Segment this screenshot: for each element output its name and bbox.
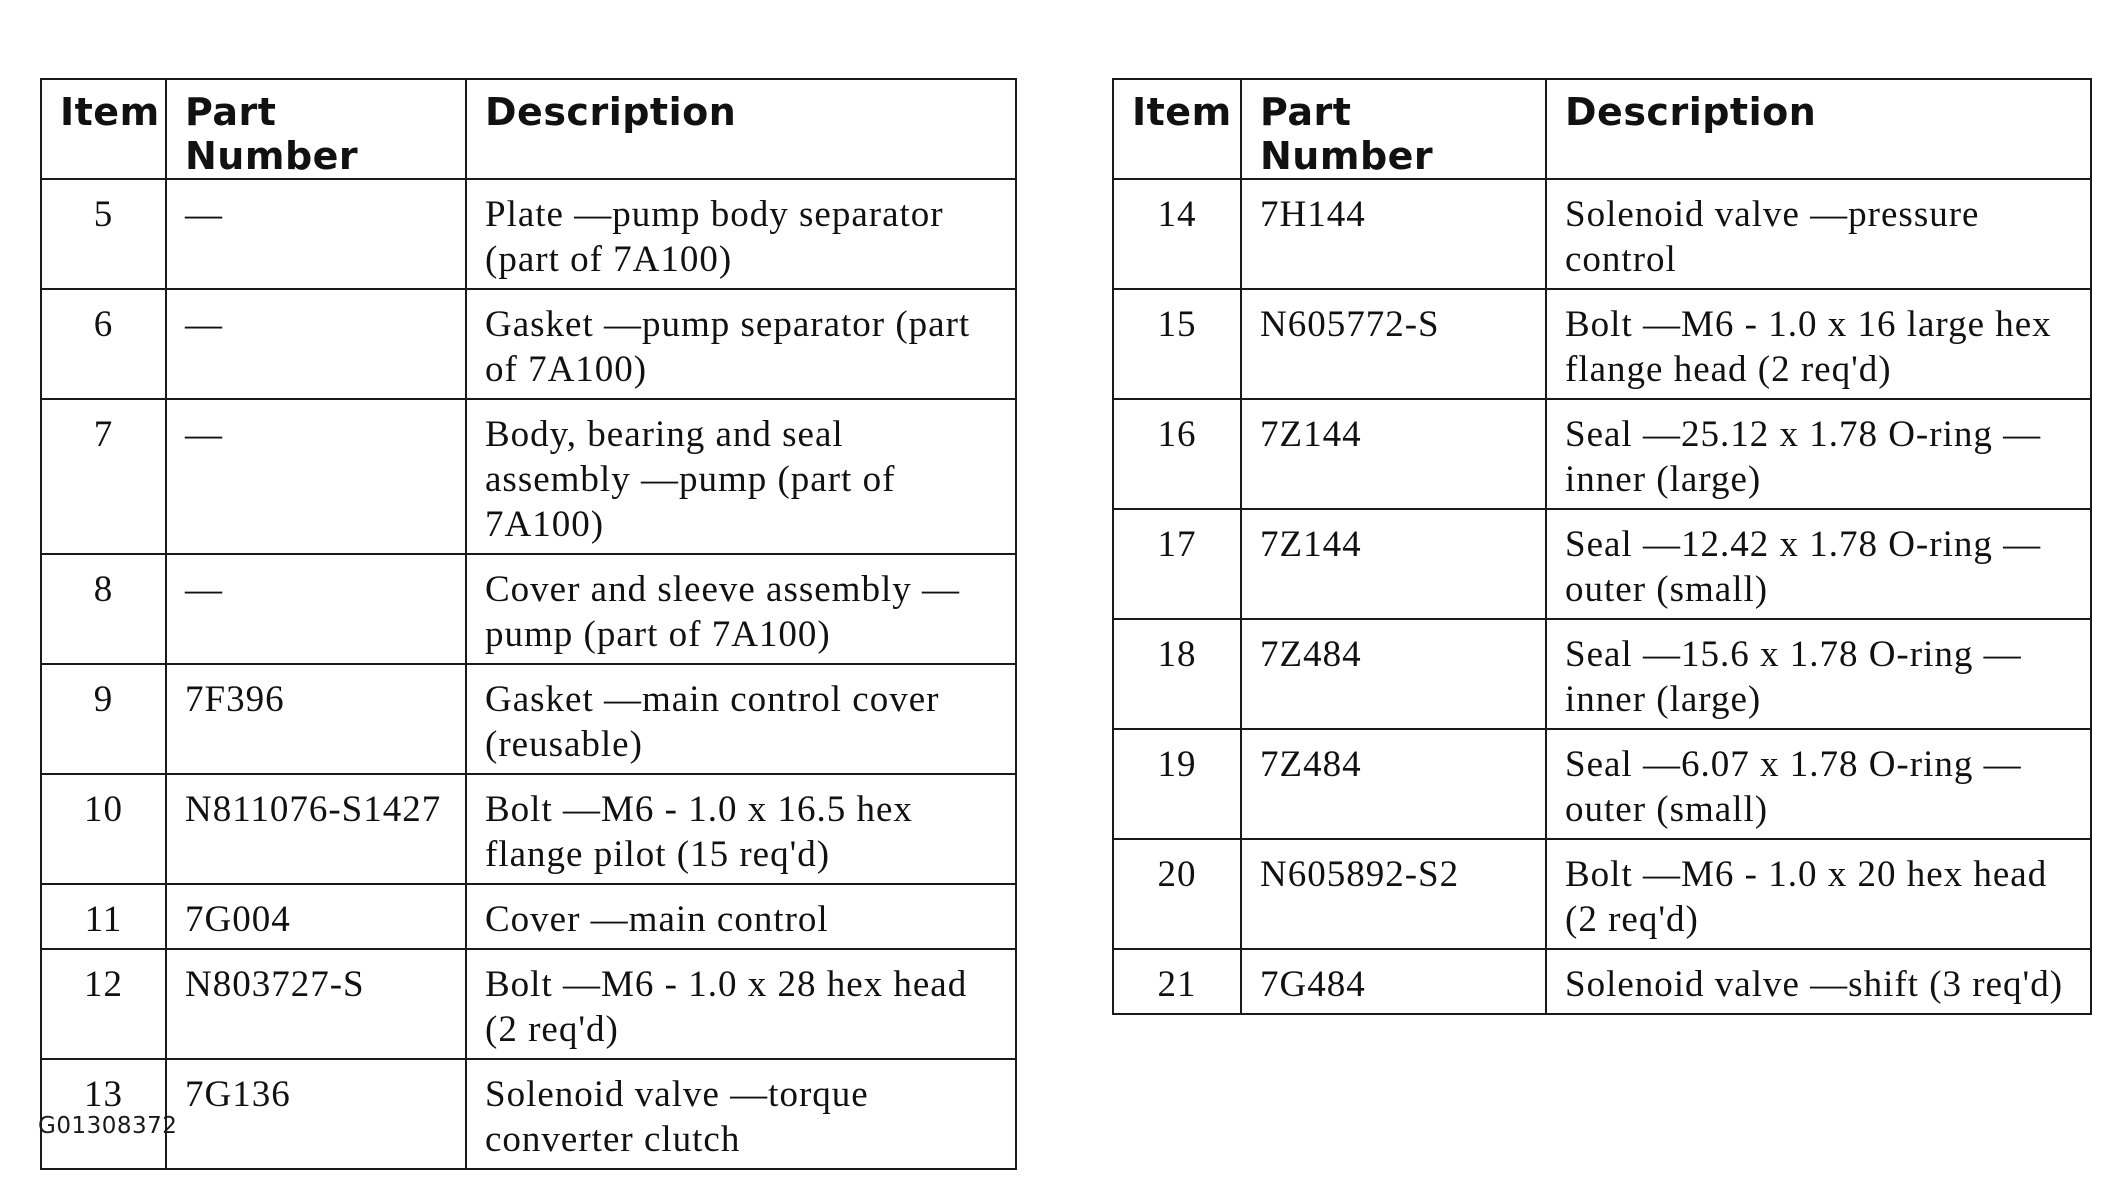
item-number: 14: [1113, 179, 1241, 289]
description: Cover —main control: [466, 884, 1016, 949]
description: Solenoid valve —pressure control: [1546, 179, 2091, 289]
part-number: N605892-S2: [1241, 839, 1546, 949]
table-row: [41, 884, 1016, 949]
table-row: [1113, 509, 2091, 619]
table-row: [41, 399, 1016, 554]
part-number: —: [166, 289, 466, 399]
part-number: 7Z144: [1241, 399, 1546, 509]
part-number: 7Z484: [1241, 729, 1546, 839]
header-part-number: Part Number: [1241, 79, 1546, 179]
description: Cover and sleeve assembly —pump (part of 7A100): [466, 554, 1016, 664]
description: Bolt —M6 - 1.0 x 16 large hex flange head (2 req'd): [1546, 289, 2091, 399]
item-number: 11: [41, 884, 166, 949]
part-number: —: [166, 554, 466, 664]
part-number: 7G004: [166, 884, 466, 949]
item-number: 16: [1113, 399, 1241, 509]
header-item: Item: [41, 79, 166, 179]
table-row: [41, 664, 1016, 774]
item-number: 7: [41, 399, 166, 554]
part-number: —: [166, 399, 466, 554]
table-row: [41, 774, 1016, 884]
item-number: 12: [41, 949, 166, 1059]
part-number: 7H144: [1241, 179, 1546, 289]
item-number: 13: [41, 1059, 166, 1169]
header-description: Description: [1546, 79, 2091, 179]
description: Bolt —M6 - 1.0 x 20 hex head (2 req'd): [1546, 839, 2091, 949]
item-number: 9: [41, 664, 166, 774]
part-number: N811076-S1427: [166, 774, 466, 884]
part-number: 7Z484: [1241, 619, 1546, 729]
description: Bolt —M6 - 1.0 x 28 hex head (2 req'd): [466, 949, 1016, 1059]
table-row: [41, 179, 1016, 289]
part-number: 7G136: [166, 1059, 466, 1169]
table-row: [1113, 949, 2091, 1014]
item-number: 19: [1113, 729, 1241, 839]
description: Seal —25.12 x 1.78 O-ring —inner (large): [1546, 399, 2091, 509]
description: Body, bearing and seal assembly —pump (part of 7A100): [466, 399, 1016, 554]
table-header-row: [41, 79, 1016, 179]
description: Plate —pump body separator (part of 7A100): [466, 179, 1016, 289]
table-row: [41, 289, 1016, 399]
item-number: 17: [1113, 509, 1241, 619]
item-number: 18: [1113, 619, 1241, 729]
item-number: 8: [41, 554, 166, 664]
item-number: 5: [41, 179, 166, 289]
table-row: [1113, 289, 2091, 399]
parts-table-right: [1112, 78, 2092, 1015]
header-description: Description: [466, 79, 1016, 179]
part-number: N605772-S: [1241, 289, 1546, 399]
table-row: [41, 554, 1016, 664]
header-item: Item: [1113, 79, 1241, 179]
description: Seal —15.6 x 1.78 O-ring —inner (large): [1546, 619, 2091, 729]
figure-code: G01308372: [38, 1113, 178, 1139]
item-number: 21: [1113, 949, 1241, 1014]
table-row: [1113, 179, 2091, 289]
table-row: [41, 949, 1016, 1059]
header-part-number: Part Number: [166, 79, 466, 179]
table-row: [1113, 839, 2091, 949]
part-number: 7F396: [166, 664, 466, 774]
description: Bolt —M6 - 1.0 x 16.5 hex flange pilot (15 req'd): [466, 774, 1016, 884]
item-number: 6: [41, 289, 166, 399]
table-header-row: [1113, 79, 2091, 179]
part-number: 7G484: [1241, 949, 1546, 1014]
description: Gasket —pump separator (part of 7A100): [466, 289, 1016, 399]
parts-table-left: [40, 78, 1017, 1170]
part-number: N803727-S: [166, 949, 466, 1059]
description: Solenoid valve —shift (3 req'd): [1546, 949, 2091, 1014]
item-number: 15: [1113, 289, 1241, 399]
part-number: 7Z144: [1241, 509, 1546, 619]
table-row: [1113, 619, 2091, 729]
item-number: 10: [41, 774, 166, 884]
table-row: [41, 1059, 1016, 1169]
item-number: 20: [1113, 839, 1241, 949]
description: Solenoid valve —torque converter clutch: [466, 1059, 1016, 1169]
description: Gasket —main control cover (reusable): [466, 664, 1016, 774]
description: Seal —12.42 x 1.78 O-ring —outer (small): [1546, 509, 2091, 619]
table-row: [1113, 399, 2091, 509]
table-row: [1113, 729, 2091, 839]
description: Seal —6.07 x 1.78 O-ring —outer (small): [1546, 729, 2091, 839]
part-number: —: [166, 179, 466, 289]
